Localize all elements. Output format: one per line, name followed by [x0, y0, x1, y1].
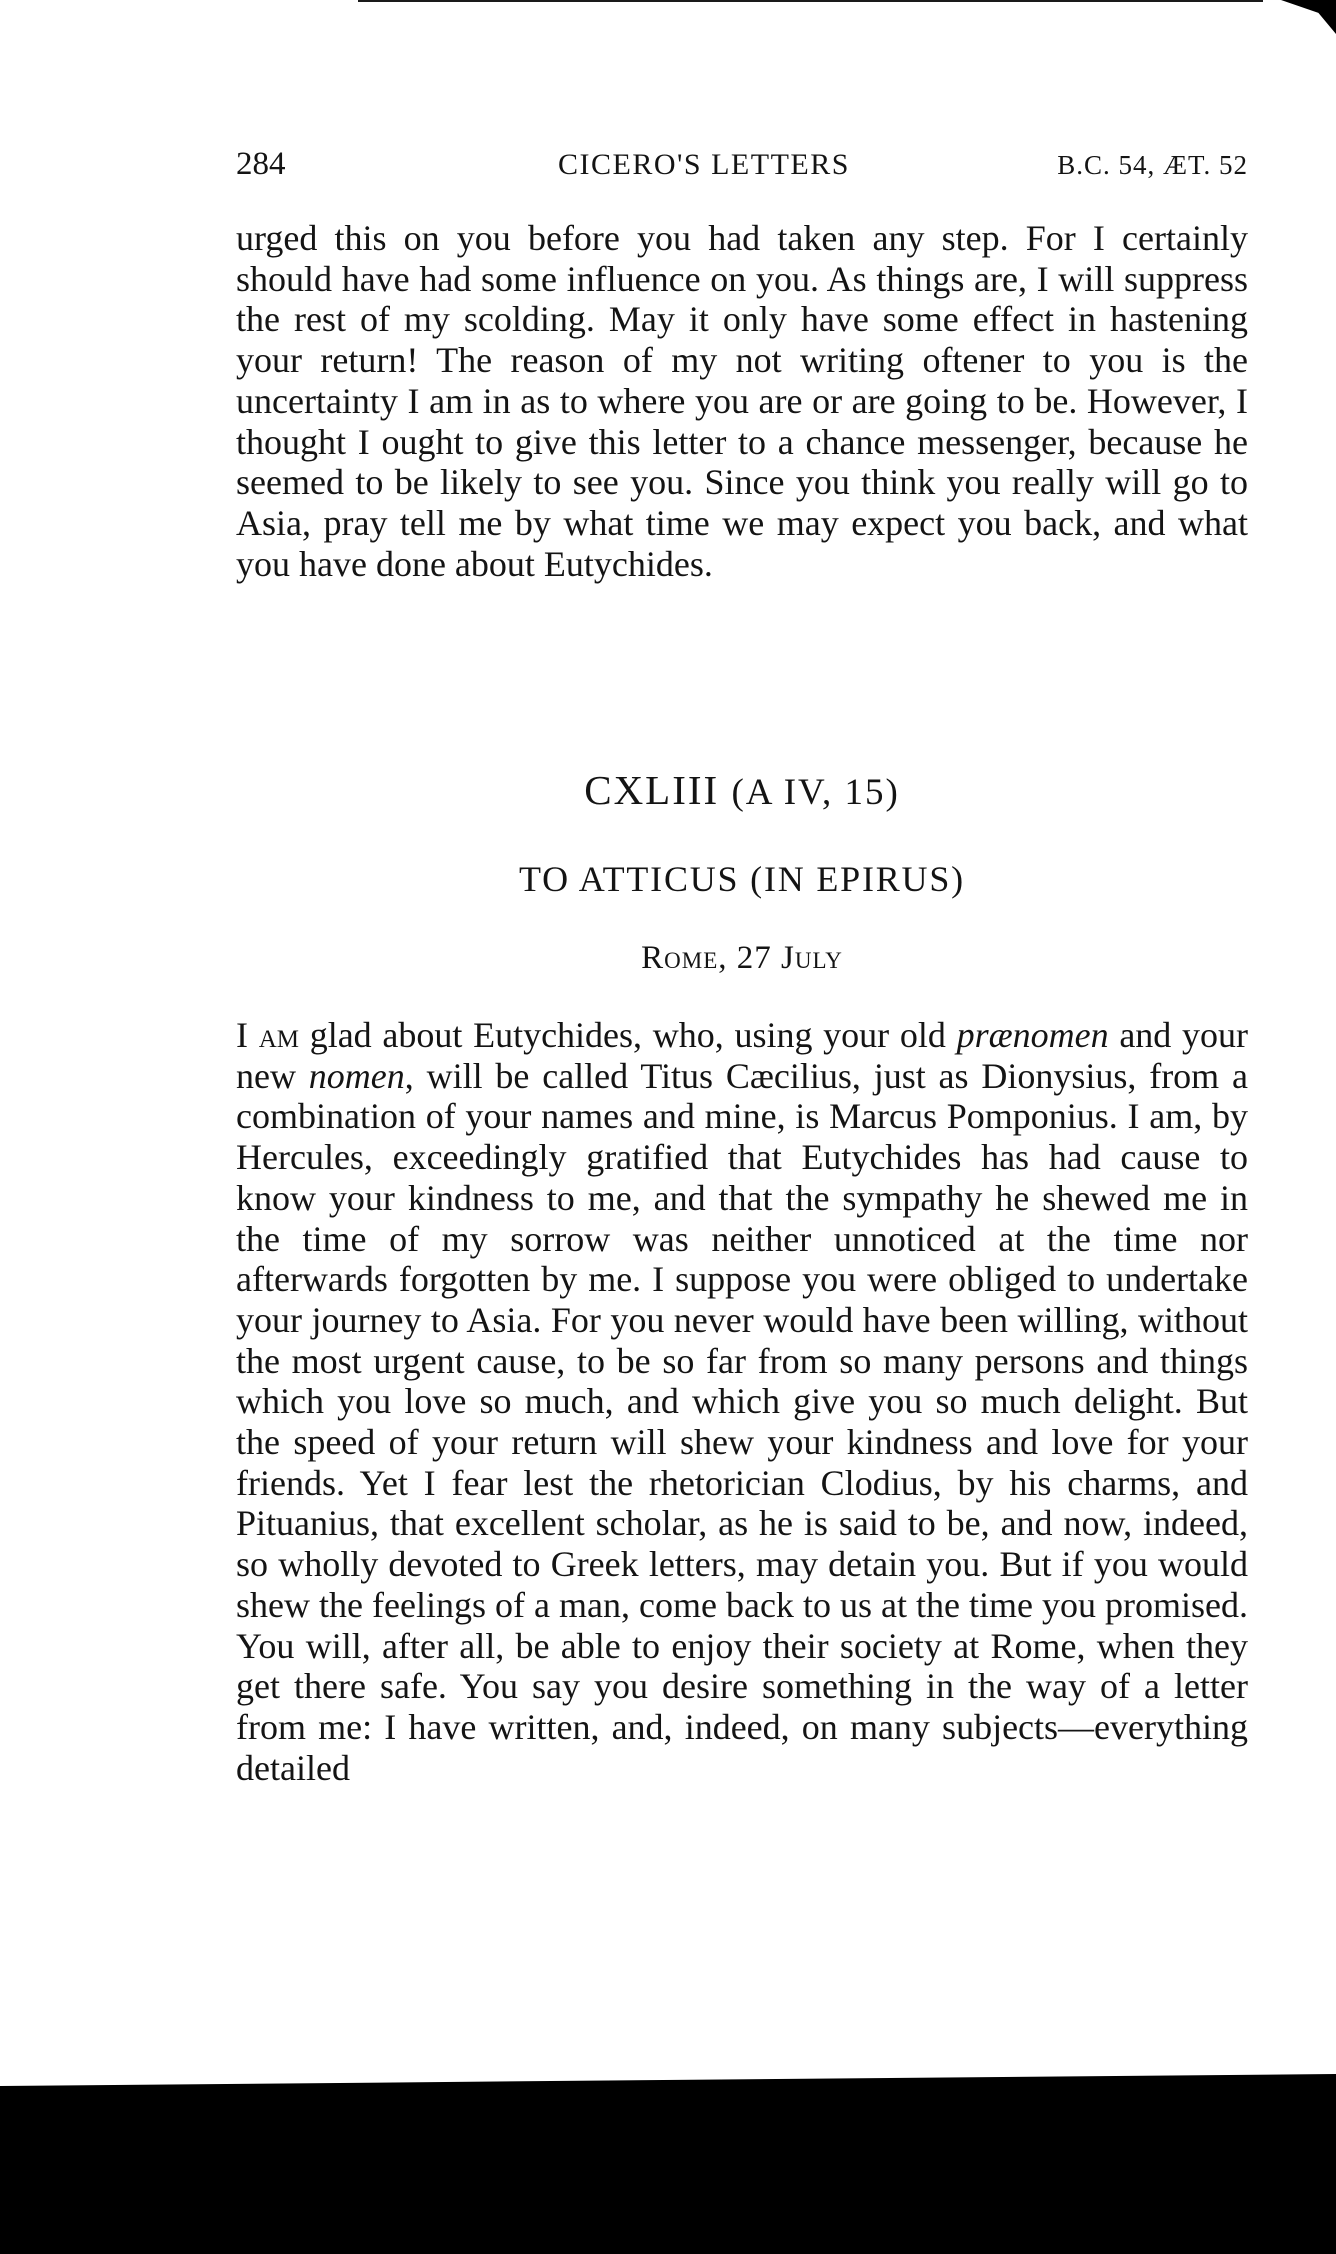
continuation-paragraph: urged this on you before you had taken any step. For I certainly should have had some influence on you. As things are, I will suppress the rest of my scolding. May it only have some effect in hastening your return! The reason of my not writing oftener to you is the uncertainty I am in as to where you are or are going to be. However, I thought I ought to give this letter to a chance messenger, because he seemed to be likely to see you. Since you think you really will go to Asia, pray tell me by what time we may expect you back, and what you have done about Eutychides. — [236, 218, 1248, 584]
date-reference: B.C. 54, ÆT. 52 — [1057, 150, 1248, 180]
page-header — [236, 146, 1248, 186]
running-title: CICERO'S LETTERS — [558, 148, 850, 181]
letter-body-part2: and your new — [236, 1015, 1248, 1096]
letter-heading — [236, 766, 1248, 814]
letter-body-part3: , will be called Titus Cæcilius, just as Dionysius, from a combination of your names and mine, is Marcus Pomponius. I am, by Hercules, exceedingly gratified that Eutychides has had cause to know your kindness to me, and that the sympathy he shewed me in the time of my sorrow was neither unnoticed at the time nor afterwards forgotten by me. I suppose you were obliged to undertake your journey to Asia. For you never would have been willing, without the most urgent cause, to be so far from so many persons and things which you love so much, and which give you so much delight. But the speed of your return will shew your kindness and love for your friends. Yet I fear lest the rhetorician Clodius, by his charms, and Pituanius, that excellent scholar, as he is said to be, and now, indeed, so wholly devoted to Greek letters, may detain you. But if you would shew the feelings of a man, come back to us at the time you promised. You will, after all, be able to enjoy their society at Rome, when they get there safe. You say you desire something in the way of a letter from me: I have written, and, indeed, on many subjects—everything detailed — [236, 1055, 1248, 1788]
scan-corner-mark — [1281, 0, 1336, 34]
letter-place-date: Rome, 27 July — [641, 940, 843, 976]
scan-bottom-band — [0, 2074, 1336, 2254]
letter-recipient: TO ATTICUS (IN EPIRUS) — [519, 859, 965, 899]
letter-reference: (A IV, 15) — [731, 772, 900, 813]
page-number: 284 — [236, 146, 286, 182]
letter-body-part1: glad about Eutychides, who, using your old — [298, 1015, 957, 1055]
italic-nomen: nomen — [308, 1055, 405, 1096]
italic-praenomen: prænomen — [956, 1015, 1109, 1055]
top-rule — [358, 0, 1263, 2]
letter-opening: I am — [236, 1015, 299, 1055]
letter-body — [236, 1015, 1248, 1788]
letter-number: CXLIII — [584, 767, 720, 813]
